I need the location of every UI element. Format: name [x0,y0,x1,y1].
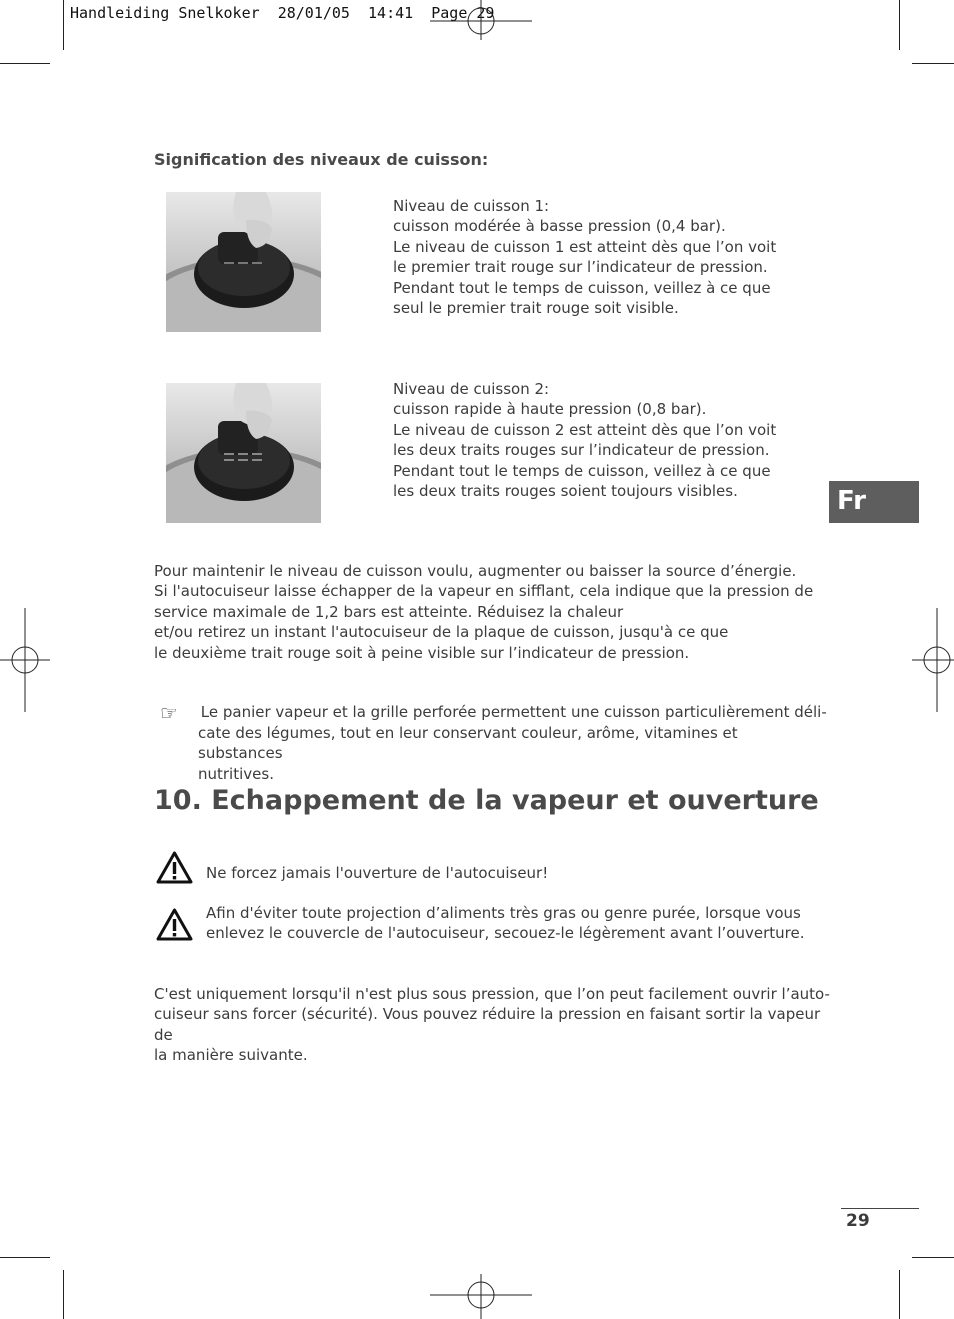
pointing-hand-icon: ☞ [160,701,178,725]
registration-mark-left [0,608,50,712]
tip-text-rest: cate des légumes, tout en leur conservant couleur, arôme, vitamines et substances nutritives. [198,724,738,783]
registration-mark-bottom [430,1274,532,1319]
language-tab [829,481,919,523]
warning-text-2: Afin d'éviter toute projection d’aliments très gras ou genre purée, lorsque vous enlevez le couvercle de l'autocuiseur, secouez-le légèrement avant l’ouverture. [206,904,805,943]
level-2-description: Niveau de cuisson 2: cuisson rapide à haute pression (0,8 bar). Le niveau de cuisson 2 est atteint dès que l’on voit les deux traits rouges sur l’indicateur de pression. Pendant tout le temps de cuisson, veillez à ce que les deux traits rouges soient toujours visibles. [393,380,777,501]
pressure-indicator-photo-level-2 [166,383,321,523]
page-number-rule [841,1208,919,1209]
warning-triangle-icon [156,851,193,884]
warning-text-1: Ne forcez jamais l'ouverture de l'autocuiseur! [206,864,549,882]
registration-mark-right [912,608,954,712]
registration-mark-top [430,0,532,40]
chapter-title: 10. Echappement de la vapeur et ouverture [154,785,819,816]
print-header: Handleiding Snelkoker 28/01/05 14:41 Page 29 [70,4,495,22]
language-tab-label: Fr [837,486,866,516]
page-number: 29 [846,1211,870,1231]
tip-text-line-1: Le panier vapeur et la grille perforée permettent une cuisson particulièrement déli- [196,703,827,721]
pressure-paragraph: C'est uniquement lorsqu'il n'est plus sous pression, que l’on peut facilement ouvrir l’auto- cuiseur sans forcer (sécurité). Vous pouvez réduire la pression en faisant sortir la vapeur de la manière suivante. [154,985,830,1065]
section-heading: Signification des niveaux de cuisson: [154,150,489,169]
warning-triangle-icon [156,908,193,941]
level-1-description: Niveau de cuisson 1: cuisson modérée à basse pression (0,4 bar). Le niveau de cuisson 1 est atteint dès que l’on voit le premier trait rouge sur l’indicateur de pression. Pendant tout le temps de cuisson, veillez à ce que seul le premier trait rouge soit visible. [393,197,777,318]
energy-paragraph: Pour maintenir le niveau de cuisson voulu, augmenter ou baisser la source d’énergie. Si l'autocuiseur laisse échapper de la vapeur en sifflant, cela indique que la pression de service maximale de 1,2 bars est atteinte. Réduisez la chaleur et/ou retirez un instant l'autocuiseur de la plaque de cuisson, jusqu'à ce que le deuxième trait rouge soit à peine visible sur l’indicateur de pression. [154,562,814,662]
pressure-indicator-photo-level-1 [166,192,321,332]
